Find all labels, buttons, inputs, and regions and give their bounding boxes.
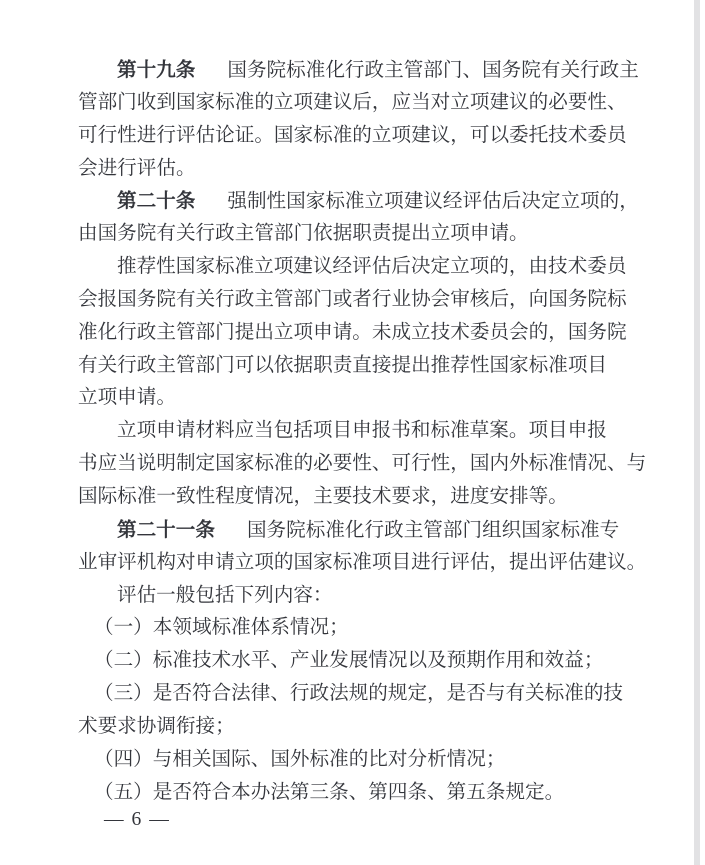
line-text: 国务院标准化行政主管部门、国务院有关行政主 [227, 60, 639, 81]
text-line [78, 744, 644, 777]
line-text: （一）本领域标准体系情况； [94, 617, 349, 639]
line-text: （四）与相关国际、国外标准的比对分析情况； [94, 748, 506, 770]
document-text-block [78, 54, 647, 809]
line-text: 推荐性国家标准立项建议经评估后决定立项的，由技术委员 [117, 256, 627, 278]
text-line [78, 284, 644, 317]
line-text: 会进行评估。 [78, 157, 196, 179]
line-text: 准化行政主管部门提出立项申请。未成立技术委员会的，国务院 [78, 321, 627, 343]
line-text: 立项申请材料应当包括项目申报书和标准草案。项目申报 [117, 420, 607, 442]
line-text: 有关行政主管部门可以依据职责直接提出推荐性国家标准项目 [78, 354, 608, 376]
text-line [78, 87, 644, 120]
line-text: （二）标准技术水平、产业发展情况以及预期作用和效益； [94, 650, 604, 672]
text-line [78, 678, 644, 711]
line-text: 国务院标准化行政主管部门组织国家标准专 [246, 519, 620, 541]
line-text: 管部门收到国家标准的立项建议后，应当对立项建议的必要性、 [78, 91, 627, 113]
text-line [78, 481, 644, 514]
line-text: 由国务院有关行政主管部门依据职责提出立项申请。 [78, 223, 529, 245]
line-text: （三）是否符合法律、行政法规的规定，是否与有关标准的技 [94, 683, 624, 705]
article-heading-line [78, 54, 644, 87]
text-line [78, 547, 647, 580]
text-line [78, 350, 644, 383]
scan-edge-strip [694, 0, 700, 865]
line-text: （五）是否符合本办法第三条、第四条、第五条规定。 [94, 781, 565, 803]
text-line [78, 711, 644, 744]
text-line [78, 777, 644, 810]
article-number: 第二十条 [117, 190, 196, 213]
line-text: 术要求协调衔接； [78, 715, 235, 737]
line-text: 可行性进行评估论证。国家标准的立项建议，可以委托技术委员 [78, 124, 627, 146]
text-line [78, 218, 644, 251]
article-number: 第十九条 [117, 59, 196, 81]
line-text: 业审评机构对申请立项的国家标准项目进行评估，提出评估建议。 [78, 551, 647, 573]
text-line [78, 251, 644, 284]
text-line [78, 448, 647, 481]
line-text: 会报国务院有关行政主管部门或者行业协会审核后，向国务院标 [78, 288, 627, 310]
text-line [78, 317, 644, 350]
text-line [78, 382, 644, 415]
line-text: 立项申请。 [78, 387, 176, 409]
text-line [78, 612, 644, 645]
article-number: 第二十一条 [117, 518, 215, 541]
text-line [78, 120, 644, 153]
line-text: 强制性国家标准立项建议经评估后决定立项的， [227, 191, 639, 213]
article-heading-line [78, 185, 644, 218]
text-line [78, 153, 644, 186]
text-line [78, 645, 644, 678]
line-text: 国际标准一致性程度情况，主要技术要求，进度安排等。 [78, 485, 568, 507]
line-text: 书应当说明制定国家标准的必要性、可行性，国内外标准情况、与 [78, 453, 647, 475]
text-line [78, 580, 644, 613]
page-number: — 6 — [104, 809, 171, 830]
text-line [78, 415, 644, 448]
article-heading-line [78, 514, 644, 547]
line-text: 评估一般包括下列内容： [117, 584, 333, 606]
